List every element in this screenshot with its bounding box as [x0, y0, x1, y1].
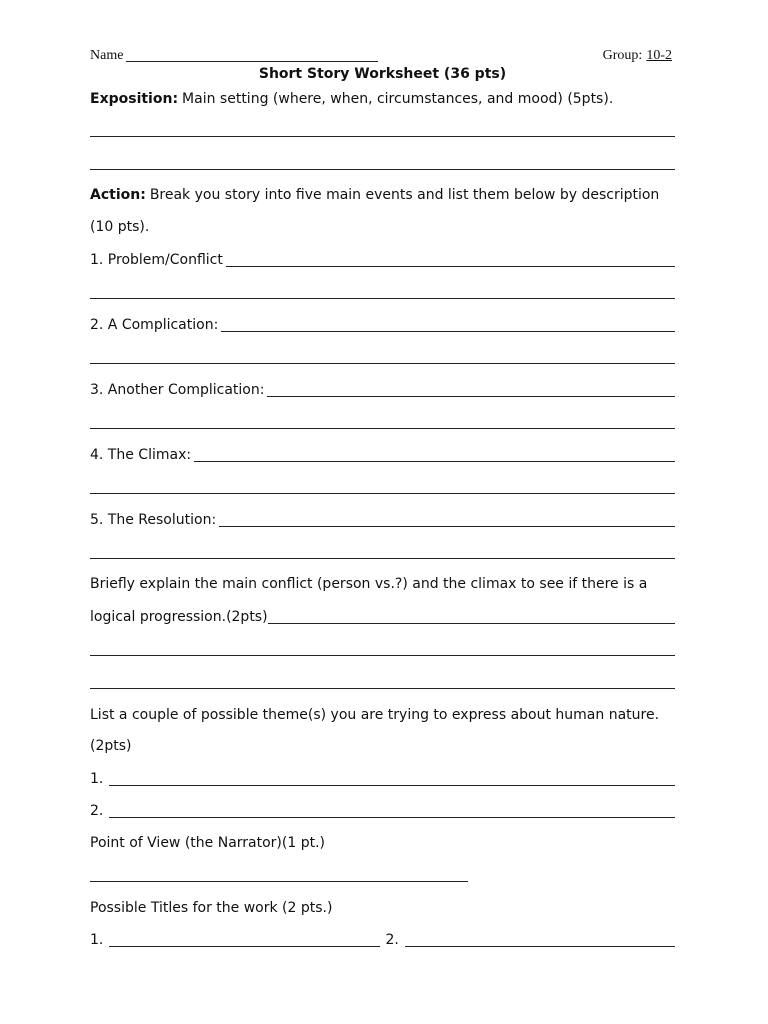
theme-1-row[interactable] [90, 770, 675, 788]
pov-text: Point of View (the Narrator)(1 pt.) [90, 835, 325, 851]
name-field[interactable] [126, 47, 378, 62]
event-2-label: 2. A Complication: [90, 317, 219, 333]
theme-2-label: 2. [90, 803, 104, 819]
name-label: Name [90, 48, 124, 63]
event-3-row[interactable] [90, 381, 675, 399]
title-2-label: 2. [385, 932, 399, 948]
answer-line[interactable] [90, 479, 675, 496]
action-text: Break you story into five main events and list them below by description [149, 187, 660, 203]
event-4-row[interactable] [90, 446, 675, 464]
titles-prompt [90, 899, 675, 917]
answer-line[interactable] [90, 641, 675, 658]
answer-line[interactable] [90, 544, 675, 561]
group-value: 10-2 [646, 48, 672, 63]
theme-text: List a couple of possible theme(s) you are trying to express about human nature. [90, 707, 660, 723]
title-1-label: 1. [90, 932, 104, 948]
action-prompt-continued [90, 218, 675, 236]
conflict-row[interactable] [90, 608, 675, 626]
pov-answer-row[interactable] [90, 867, 675, 884]
pov-prompt [90, 834, 675, 852]
header-row [90, 44, 672, 64]
conflict-text-continued: logical progression.(2pts) [90, 609, 268, 625]
event-5-label: 5. The Resolution: [90, 512, 217, 528]
exposition-label: Exposition: [90, 91, 179, 107]
theme-prompt [90, 706, 675, 724]
theme-1-label: 1. [90, 771, 104, 787]
page-title: Short Story Worksheet (36 pts) [258, 66, 507, 82]
exposition-text: Main setting (where, when, circumstances, and mood) (5pts). [182, 91, 614, 107]
theme-text-continued: (2pts) [90, 738, 132, 754]
titles-row[interactable] [90, 931, 675, 949]
event-1-label: 1. Problem/Conflict [90, 252, 223, 268]
event-1-row[interactable] [90, 251, 675, 269]
answer-line[interactable] [90, 349, 675, 366]
conflict-prompt [90, 575, 675, 593]
theme-prompt-continued [90, 737, 675, 755]
exposition-prompt [90, 90, 675, 108]
answer-line[interactable] [90, 155, 675, 172]
theme-2-row[interactable] [90, 802, 675, 820]
action-text-continued: (10 pts). [90, 219, 150, 235]
answer-line[interactable] [90, 122, 675, 139]
event-4-label: 4. The Climax: [90, 447, 192, 463]
answer-line[interactable] [90, 674, 675, 691]
answer-line[interactable] [90, 284, 675, 301]
action-label: Action: [90, 187, 146, 203]
titles-text: Possible Titles for the work (2 pts.) [90, 900, 333, 916]
conflict-text: Briefly explain the main conflict (person vs.?) and the climax to see if there is a [90, 576, 648, 592]
event-5-row[interactable] [90, 511, 675, 529]
event-3-label: 3. Another Complication: [90, 382, 265, 398]
event-2-row[interactable] [90, 316, 675, 334]
answer-line[interactable] [90, 414, 675, 431]
action-prompt [90, 186, 675, 204]
group-label: Group: [602, 48, 643, 63]
